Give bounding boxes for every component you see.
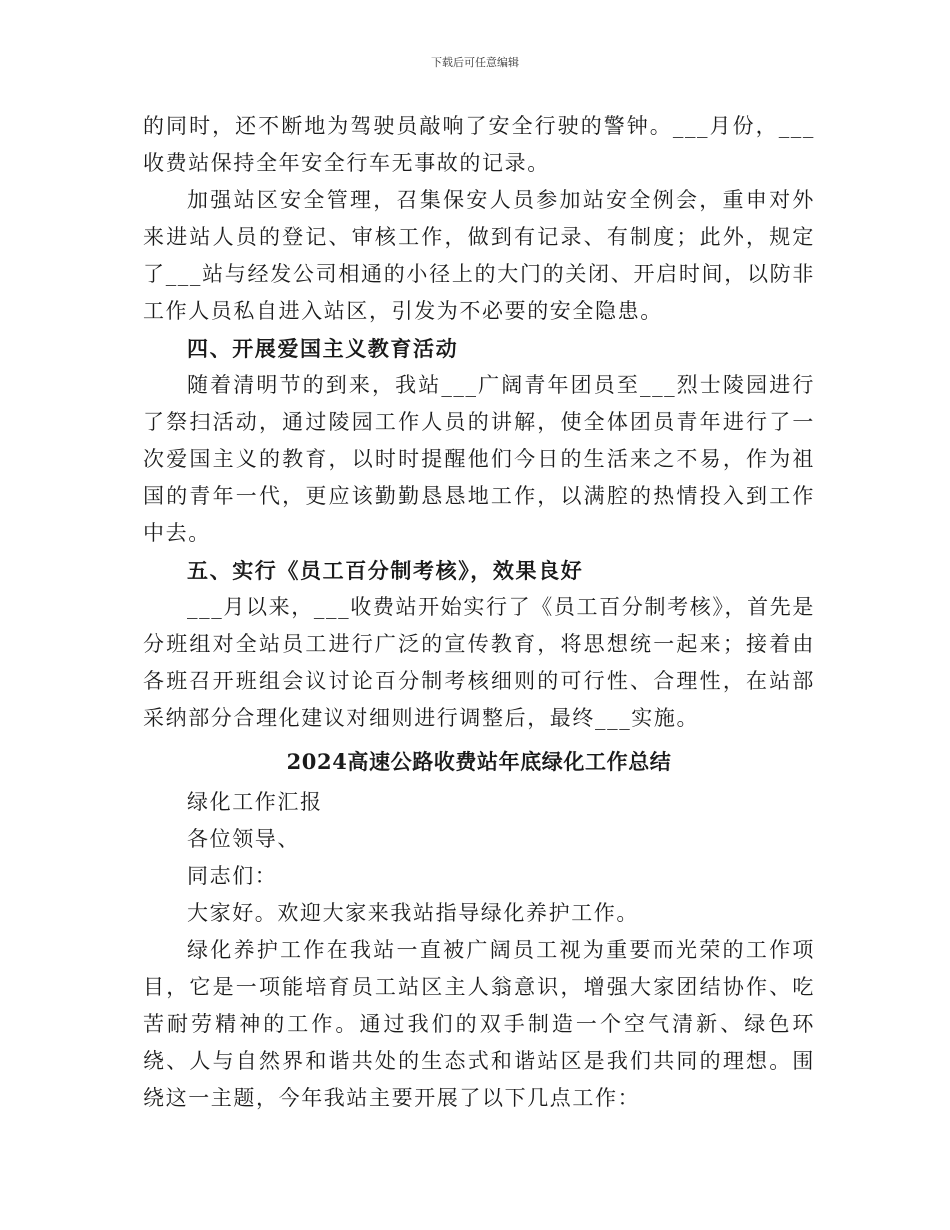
greeting-line: 大家好。欢迎大家来我站指导绿化养护工作。 — [187, 901, 639, 925]
section-heading-5: 五、实行《员工百分制考核》，效果良好 — [187, 558, 584, 583]
report-label: 绿化工作汇报 — [187, 790, 323, 814]
page-header-note: 下载后可任意编辑 — [431, 56, 519, 69]
salutation-leaders: 各位领导、 — [187, 827, 300, 851]
section-heading-4: 四、开展爱国主义教育活动 — [187, 336, 459, 361]
paragraph-site-security: 加强站区安全管理，召集保安人员参加站安全例会，重申对外来进站人员的登记、审核工作，做到有记录、有制度；此外，规定了___站与经发公司相通的小径上的大门的关闭、开启时间，以防非工作人员私自进入站区，引发为不必要的安全隐患。 — [143, 188, 815, 323]
paragraph-safety-record: 的同时，还不断地为驾驶员敲响了安全行驶的警钟。___月份，___收费站保持全年安全行车无事故的记录。 — [143, 114, 815, 175]
salutation-comrades: 同志们： — [187, 864, 278, 888]
paragraph-greening-work: 绿化养护工作在我站一直被广阔员工视为重要而光荣的工作项目，它是一项能培育员工站区主人翁意识，增强大家团结协作、吃苦耐劳精神的工作。通过我们的双手制造一个空气清新、绿色环绕、人与自然界和谐共处的生态式和谐站区是我们共同的理想。围绕这一主题，今年我站主要开展了以下几点工作： — [143, 938, 815, 1110]
document-title: 2024高速公路收费站年底绿化工作总结 — [286, 749, 672, 774]
paragraph-patriotic-education: 随着清明节的到来，我站___广阔青年团员至___烈士陵园进行了祭扫活动，通过陵园工作人员的讲解，使全体团员青年进行了一次爱国主义的教育，以时时提醒他们今日的生活来之不易，作为祖国的青年一代，更应该勤勤恳恳地工作，以满腔的热情投入到工作中去。 — [143, 373, 815, 545]
paragraph-assessment: ___月以来，___收费站开始实行了《员工百分制考核》，首先是分班组对全站员工进行广泛的宣传教育，将思想统一起来；接着由各班召开班组会议讨论百分制考核细则的可行性、合理性，在站部采纳部分合理化建议对细则进行调整后，最终___实施。 — [143, 595, 815, 730]
document-body — [143, 108, 815, 1117]
